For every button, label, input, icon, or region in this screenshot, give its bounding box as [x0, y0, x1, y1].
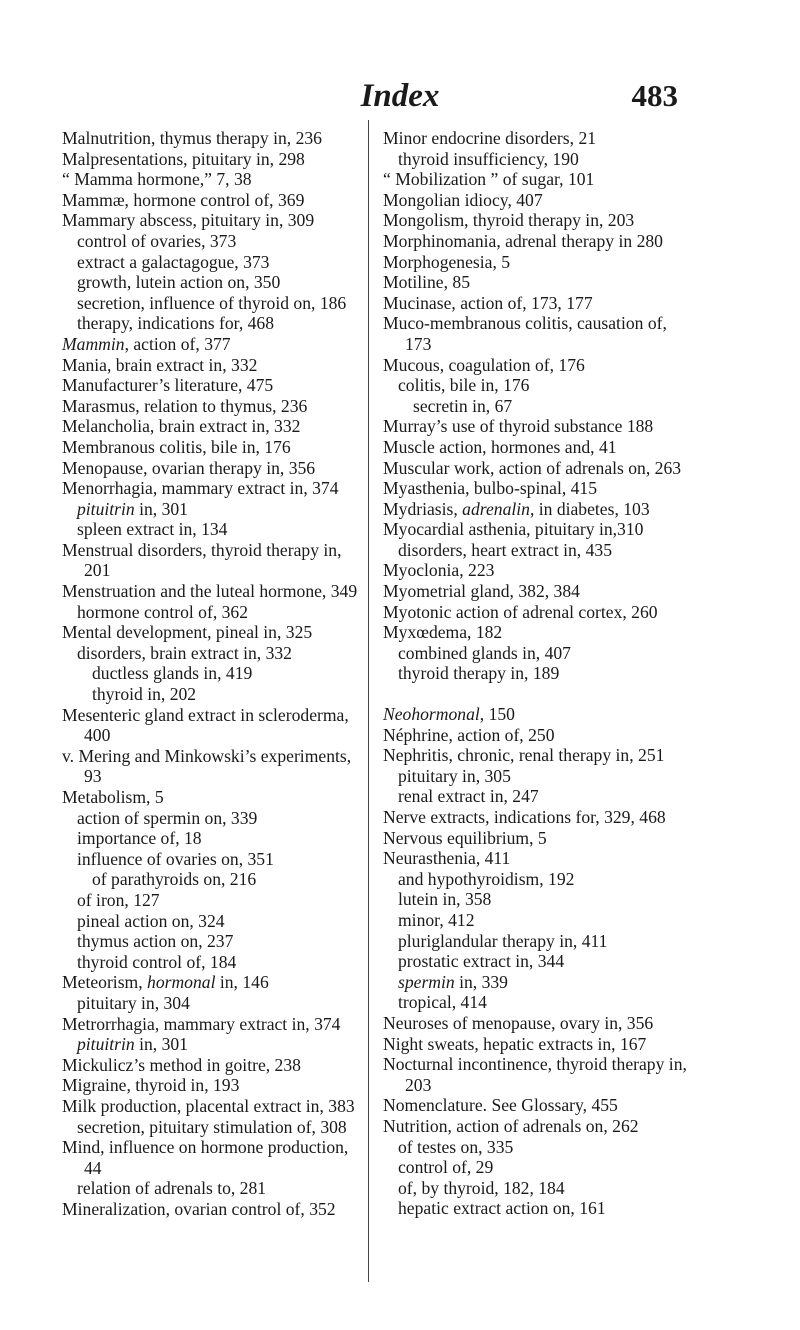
entry-text: “ Mamma hormone,” 7, 38: [62, 169, 252, 190]
index-subentry: [62, 231, 362, 252]
page-header: [0, 78, 800, 118]
entry-text: of parathyroids on, 216: [92, 869, 257, 890]
entry-text: Melancholia, brain extract in, 332: [62, 416, 301, 437]
entry-text: influence of ovaries on, 351: [77, 848, 274, 869]
entry-text: secretion, influence of thyroid on, 186: [77, 292, 347, 313]
entry-text: Myasthenia, bulbo-spinal, 415: [383, 478, 598, 499]
entry-text: Morphogenesia, 5: [383, 251, 511, 272]
index-entry: [383, 190, 691, 211]
entry-text: Milk production, placental extract in, 383: [62, 1095, 355, 1116]
index-entry: [383, 272, 691, 293]
entry-text: Mammæ, hormone control of, 369: [62, 189, 305, 210]
entry-text: spermin: [398, 971, 455, 992]
index-subentry: [383, 766, 691, 787]
index-subentry: [62, 1034, 362, 1055]
entry-text: Nomenclature. See Glossary, 455: [383, 1095, 618, 1116]
entry-text: in, 339: [454, 971, 508, 992]
entry-text: of iron, 127: [77, 889, 160, 910]
index-subentry: [383, 931, 691, 952]
entry-text: Neuroses of menopause, ovary in, 356: [383, 1012, 654, 1033]
index-subentry: [62, 643, 362, 664]
index-subentry: [383, 1178, 691, 1199]
entry-text: ductless glands in, 419: [92, 663, 253, 684]
entry-text: Mongolism, thyroid therapy in, 203: [383, 210, 635, 231]
index-entry: [383, 1116, 691, 1137]
entry-text: Morphinomania, adrenal therapy in 280: [383, 230, 663, 251]
index-subentry: [62, 1178, 362, 1199]
entry-text: in, 301: [134, 1034, 188, 1055]
entry-text: Mineralization, ovarian control of, 352: [62, 1198, 336, 1219]
entry-text: Meteorism,: [62, 972, 148, 993]
index-subentry: [62, 293, 362, 314]
index-subentry: [62, 828, 362, 849]
index-entry: [62, 437, 362, 458]
entry-text: combined glands in, 407: [398, 642, 571, 663]
entry-text: thyroid insufficiency, 190: [398, 148, 579, 169]
entry-text: Mydriasis,: [383, 498, 463, 519]
index-entry: [383, 231, 691, 252]
index-entry: [62, 1075, 362, 1096]
entry-text: “ Mobilization ” of sugar, 101: [383, 169, 595, 190]
entry-text: secretion, pituitary stimulation of, 308: [77, 1116, 347, 1137]
entry-text: tropical, 414: [398, 992, 487, 1013]
index-entry: [62, 396, 362, 417]
index-entry: [383, 1034, 691, 1055]
index-subentry: [383, 149, 691, 170]
entry-text: Neurasthenia, 411: [383, 848, 511, 869]
index-entry: [62, 210, 362, 231]
index-subentry: [62, 684, 362, 705]
index-entry: [383, 848, 691, 869]
entry-text: pituitary in, 305: [398, 765, 511, 786]
index-entry: [383, 252, 691, 273]
index-entry: [62, 478, 362, 499]
index-entry: [383, 458, 691, 479]
index-subentry: [62, 808, 362, 829]
entry-text: Muscle action, hormones and, 41: [383, 436, 617, 457]
entry-text: therapy, indications for, 468: [77, 313, 275, 334]
index-entry: [383, 499, 691, 520]
index-subentry: [62, 602, 362, 623]
entry-text: Myoclonia, 223: [383, 560, 495, 581]
entry-text: Muco-membranous colitis, causation of, 173: [383, 313, 667, 354]
index-entry: [62, 1055, 362, 1076]
index-entry: [62, 1014, 362, 1035]
index-entry: [62, 1096, 362, 1117]
index-entry: [62, 746, 362, 787]
index-subentry: [62, 499, 362, 520]
index-subentry: [62, 519, 362, 540]
index-entry: [383, 704, 691, 725]
entry-text: Metabolism, 5: [62, 787, 164, 807]
index-entry: [62, 540, 362, 581]
index-entry: [383, 437, 691, 458]
index-entry: [62, 705, 362, 746]
index-subentry: [62, 931, 362, 952]
entry-text: Malpresentations, pituitary in, 298: [62, 148, 305, 169]
index-entry: [62, 458, 362, 479]
entry-text: disorders, brain extract in, 332: [77, 642, 292, 663]
entry-text: Myometrial gland, 382, 384: [383, 581, 580, 602]
entry-text: Myocardial asthenia, pituitary in,310: [383, 519, 644, 540]
index-entry: [62, 787, 362, 808]
entry-text: Migraine, thyroid in, 193: [62, 1075, 240, 1096]
entry-text: thyroid therapy in, 189: [398, 663, 560, 684]
index-entry: [62, 375, 362, 396]
index-entry: [383, 725, 691, 746]
index-column-right: [383, 128, 691, 1219]
index-subentry: [383, 992, 691, 1013]
entry-text: , in diabetes, 103: [529, 498, 650, 519]
index-entry: [383, 602, 691, 623]
entry-text: pituitary in, 304: [77, 992, 190, 1013]
entry-text: thyroid in, 202: [92, 684, 197, 705]
index-entry: [62, 190, 362, 211]
entry-text: control of, 29: [398, 1157, 494, 1178]
index-entry: [62, 169, 362, 190]
index-entry: [383, 807, 691, 828]
index-entry: [62, 128, 362, 149]
entry-text: Marasmus, relation to thymus, 236: [62, 395, 308, 416]
index-subentry: [383, 1198, 691, 1219]
index-entry: [62, 1199, 362, 1220]
entry-text: secretin in, 67: [413, 395, 513, 416]
entry-text: Minor endocrine disorders, 21: [383, 128, 597, 148]
index-subentry: [383, 972, 691, 993]
index-subentry: [383, 951, 691, 972]
entry-text: action of spermin on, 339: [77, 807, 258, 828]
index-subentry: [62, 952, 362, 973]
index-subentry: [62, 313, 362, 334]
entry-text: renal extract in, 247: [398, 786, 539, 807]
index-subentry: [383, 540, 691, 561]
entry-text: Malnutrition, thymus therapy in, 236: [62, 128, 322, 148]
entry-text: Mickulicz’s method in goitre, 238: [62, 1054, 301, 1075]
entry-text: hormone control of, 362: [77, 601, 249, 622]
entry-text: Menstrual disorders, thyroid therapy in, 201: [62, 539, 342, 581]
index-entry: [62, 149, 362, 170]
entry-text: disorders, heart extract in, 435: [398, 539, 612, 560]
index-subentry: [383, 396, 691, 417]
index-subentry: [383, 663, 691, 684]
index-entry: [62, 581, 362, 602]
entry-text: Manufacturer’s literature, 475: [62, 375, 274, 396]
entry-text: Myotonic action of adrenal cortex, 260: [383, 601, 658, 622]
entry-text: v. Mering and Minkowski’s experiments, 93: [62, 745, 352, 787]
index-entry: [383, 1054, 691, 1095]
index-entry: [383, 581, 691, 602]
entry-text: pituitrin: [77, 498, 135, 519]
index-subentry: [383, 643, 691, 664]
entry-text: adrenalin: [462, 498, 530, 519]
entry-text: Neohormonal: [383, 704, 480, 725]
index-entry: [383, 416, 691, 437]
entry-text: Myxœdema, 182: [383, 622, 503, 643]
index-entry: [62, 334, 362, 355]
entry-text: pluriglandular therapy in, 411: [398, 930, 608, 951]
column-divider: [368, 120, 369, 1282]
index-entry: [383, 622, 691, 643]
index-entry: [383, 478, 691, 499]
index-entry: [383, 128, 691, 149]
index-subentry: [62, 890, 362, 911]
entry-text: Mucous, coagulation of, 176: [383, 354, 585, 375]
entry-text: Mania, brain extract in, 332: [62, 354, 258, 375]
running-title: Index: [360, 78, 440, 114]
index-subentry: [383, 375, 691, 396]
index-subentry: [62, 869, 362, 890]
entry-text: spleen extract in, 134: [77, 519, 228, 540]
entry-text: Menorrhagia, mammary extract in, 374: [62, 478, 339, 499]
entry-text: pineal action on, 324: [77, 910, 225, 931]
entry-text: lutein in, 358: [398, 889, 492, 910]
index-entry: [62, 1137, 362, 1178]
index-subentry: [62, 1117, 362, 1138]
entry-text: prostatic extract in, 344: [398, 951, 565, 972]
index-entry: [62, 355, 362, 376]
index-entry: [383, 560, 691, 581]
entry-text: Nervous equilibrium, 5: [383, 827, 547, 848]
index-subentry: [383, 1137, 691, 1158]
entry-text: thyroid control of, 184: [77, 951, 237, 972]
index-subentry: [383, 786, 691, 807]
entry-text: Mammin: [62, 333, 125, 354]
entry-text: Nephritis, chronic, renal therapy in, 251: [383, 745, 665, 766]
entry-text: of testes on, 335: [398, 1136, 514, 1157]
index-entry: [383, 1095, 691, 1116]
entry-text: Menopause, ovarian therapy in, 356: [62, 457, 316, 478]
entry-text: Mucinase, action of, 173, 177: [383, 292, 593, 313]
index-subentry: [62, 911, 362, 932]
entry-text: Menstruation and the luteal hormone, 349: [62, 581, 358, 602]
entry-text: Mammary abscess, pituitary in, 309: [62, 210, 315, 231]
entry-text: Mental development, pineal in, 325: [62, 622, 313, 643]
entry-text: , 150: [479, 704, 515, 725]
entry-text: in, 146: [215, 972, 269, 993]
index-column-left: [62, 128, 362, 1219]
index-subentry: [62, 663, 362, 684]
entry-text: extract a galactagogue, 373: [77, 251, 270, 272]
page-number: 483: [631, 78, 678, 113]
entry-text: of, by thyroid, 182, 184: [398, 1177, 565, 1198]
entry-text: and hypothyroidism, 192: [398, 868, 575, 889]
entry-text: Néphrine, action of, 250: [383, 724, 555, 745]
index-entry: [383, 313, 691, 354]
index-entry: [383, 169, 691, 190]
entry-text: Nerve extracts, indications for, 329, 468: [383, 807, 666, 827]
index-subentry: [383, 1157, 691, 1178]
entry-text: Motiline, 85: [383, 272, 470, 293]
entry-text: control of ovaries, 373: [77, 230, 237, 251]
index-entry: [62, 416, 362, 437]
entry-text: relation of adrenals to, 281: [77, 1178, 267, 1199]
index-entry: [383, 355, 691, 376]
entry-text: importance of, 18: [77, 828, 202, 849]
entry-text: in, 301: [134, 498, 188, 519]
entry-text: Nocturnal incontinence, thyroid therapy in, 203: [383, 1054, 687, 1095]
entry-text: Membranous colitis, bile in, 176: [62, 436, 291, 457]
index-entry: [383, 519, 691, 540]
entry-text: Night sweats, hepatic extracts in, 167: [383, 1033, 647, 1054]
index-subentry: [62, 849, 362, 870]
index-subentry: [62, 272, 362, 293]
index-subentry: [383, 910, 691, 931]
entry-text: thymus action on, 237: [77, 931, 234, 952]
index-entry: [383, 210, 691, 231]
entry-text: , action of, 377: [124, 333, 231, 354]
index-entry: [62, 622, 362, 643]
entry-text: hepatic extract action on, 161: [398, 1198, 606, 1219]
index-entry: [383, 1013, 691, 1034]
entry-text: Murray’s use of thyroid substance 188: [383, 416, 654, 437]
entry-text: pituitrin: [77, 1034, 135, 1055]
entry-text: minor, 412: [398, 909, 475, 930]
entry-text: hormonal: [147, 972, 216, 993]
entry-text: growth, lutein action on, 350: [77, 272, 281, 293]
entry-text: Nutrition, action of adrenals on, 262: [383, 1115, 639, 1136]
entry-text: Metrorrhagia, mammary extract in, 374: [62, 1013, 341, 1034]
index-subentry: [383, 869, 691, 890]
entry-text: Mesenteric gland extract in scleroderma, 400: [62, 704, 349, 746]
entry-text: Mongolian idiocy, 407: [383, 189, 543, 210]
entry-text: colitis, bile in, 176: [398, 375, 530, 396]
index-entry: [383, 828, 691, 849]
index-entry: [383, 745, 691, 766]
entry-text: Muscular work, action of adrenals on, 263: [383, 457, 682, 478]
index-subentry: [62, 252, 362, 273]
index-entry: [62, 972, 362, 993]
index-entry: [383, 293, 691, 314]
entry-text: Mind, influence on hormone production, 44: [62, 1137, 349, 1178]
index-subentry: [62, 993, 362, 1014]
index-subentry: [383, 889, 691, 910]
